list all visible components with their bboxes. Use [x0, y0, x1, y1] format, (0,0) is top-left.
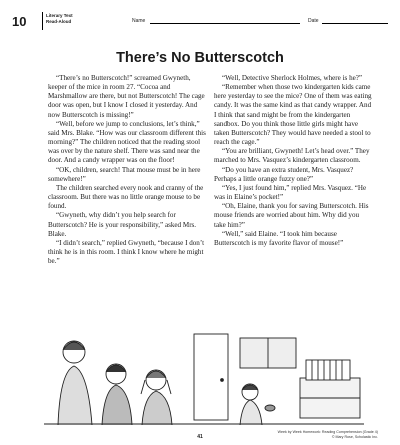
paragraph: The children searched every nook and cranny of the classroom. But there was no little orange mouse to be found. — [48, 183, 204, 211]
credit-line2: © Mary Rose, Scholastic Inc. — [331, 434, 378, 439]
date-field-line[interactable] — [322, 23, 388, 24]
paragraph: “Oh, Elaine, thank you for saving Butterscotch. His mouse friends are worried about him. Why did you take him?” — [214, 202, 369, 229]
lesson-type — [46, 13, 73, 25]
date-label: Date — [308, 18, 319, 24]
paragraph: “I didn’t search,” replied Gwyneth, “because I don’t think he is in this room. I think I know where he might be.” — [48, 238, 205, 266]
mouse-cage-icon — [306, 360, 350, 380]
paragraph: “OK, children, search! That mouse must be in here somewhere!” — [48, 165, 201, 183]
lesson-number-box — [12, 12, 43, 30]
lesson-number: 10 — [12, 13, 27, 29]
right-column — [214, 74, 372, 248]
paragraph: “Do you have an extra student, Mrs. Vasquez? Perhaps a little orange fuzzy one?” — [214, 165, 354, 183]
paragraph: “Yes, I just found him,” replied Mrs. Vasquez. “He was in Elaine’s pocket!” — [214, 183, 367, 202]
lesson-type-line1: Literary Text — [46, 13, 73, 18]
paragraph: “Remember when those two kindergarten kids came here yesterday to see the mice? One of them was eating candy. It was the same kind as that candy wrapper. And I think that sand might be from the kindergarten sandbox. Do you think those little girls might have taken Butterscotch? They would have needed a stool to reach the cage.” — [214, 83, 372, 147]
paragraph: “You are brilliant, Gwyneth! Let’s head over.” They marched to Mrs. Vasquez’s kindergarten classroom. — [214, 147, 370, 165]
paragraph: “Well, before we jump to conclusions, let’s think,” said Mrs. Blake. “How was our classroom different this morning?” The children noticed that the reading stool was over by the nature shelf. There was sand near the door. And a candy wrapper was on the floor! — [48, 119, 206, 165]
story-title: There’s No Butterscotch — [116, 50, 284, 66]
name-label: Name — [132, 18, 146, 24]
name-field-line[interactable] — [150, 23, 300, 24]
mouse-icon — [265, 405, 275, 411]
paragraph: “Well,” said Elaine. “I took him because Butterscotch is my favorite flavor of mouse!” — [214, 229, 344, 247]
copyright-credit — [278, 430, 378, 439]
paragraph: “There’s no Butterscotch!” screamed Gwyneth, keeper of the mice in room 27. “Cocoa and Marshmallow are there, but not Butterscotch! The cage door was open, but I know I closed it yesterday. And now Butterscotch is missing!” — [48, 74, 205, 119]
paragraph: “Well, Detective Sherlock Holmes, where is he?” — [222, 74, 363, 82]
left-column — [48, 74, 206, 266]
credit-line1: Week by Week Homework: Reading Comprehension (Grade 4) — [277, 430, 378, 434]
page-number: 41 — [197, 434, 203, 440]
lesson-type-line2: Read-Aloud — [46, 19, 72, 24]
classroom-illustration — [44, 330, 364, 425]
page-header — [12, 12, 388, 32]
paragraph: “Gwyneth, why didn’t you help search for Butterscotch? He is your responsibility,” asked Mrs. Blake. — [48, 211, 197, 238]
door-icon — [194, 334, 228, 420]
